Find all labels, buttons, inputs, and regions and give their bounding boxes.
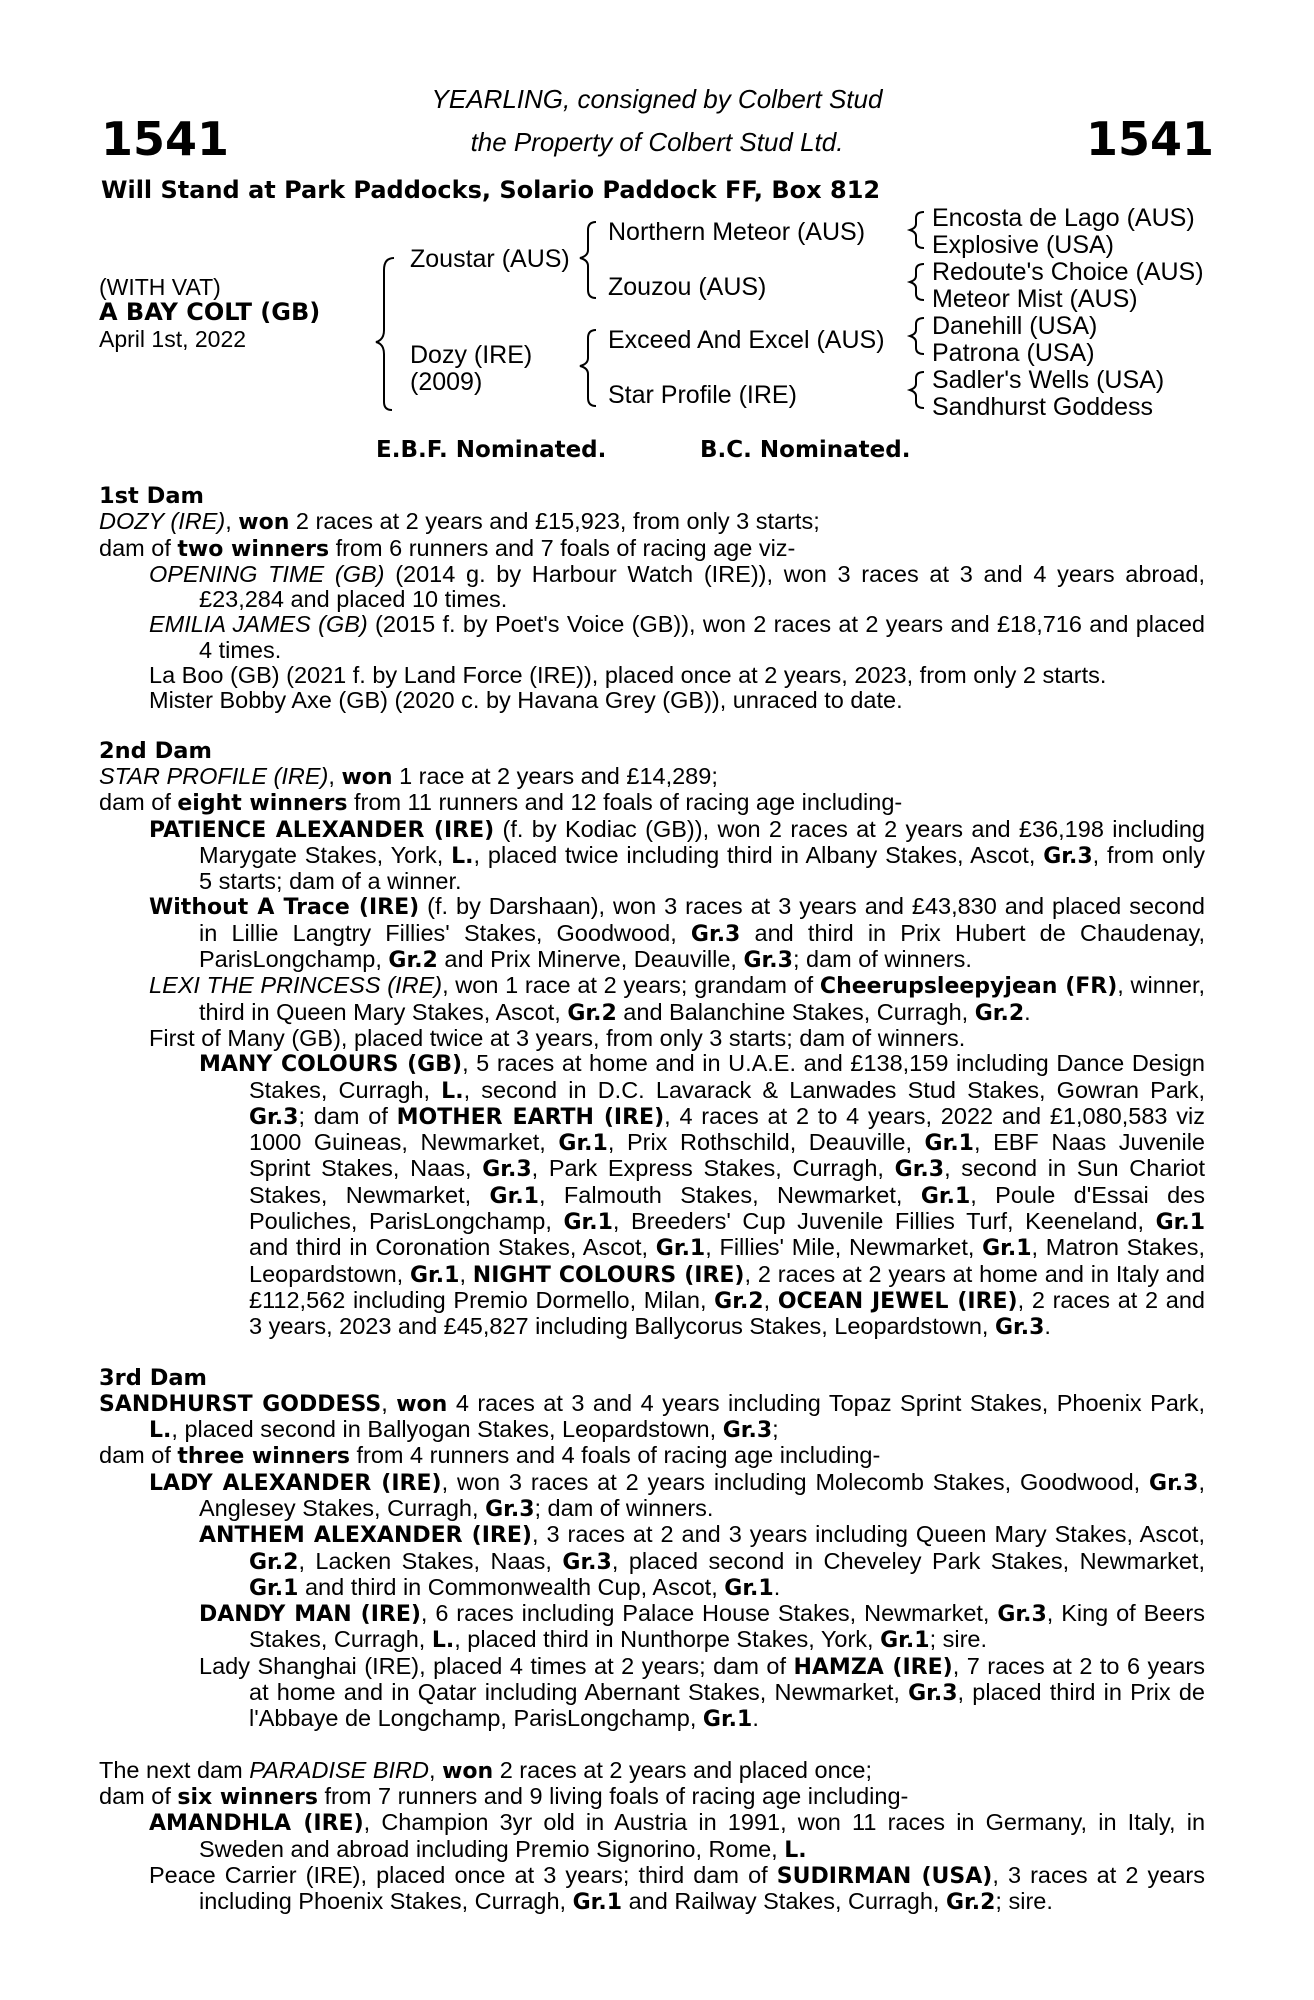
third-dam-line: SANDHURST GODDESS, won 4 races at 3 and 4 years including Topaz Sprint Stakes, Phoenix Park, L., placed second in Ballyogan Stakes, Leopardstown, Gr.3;	[99, 1389, 1205, 1444]
ancestor-1: Encosta de Lago (AUS)	[932, 204, 1195, 232]
offspring-entry: LEXI THE PRINCESS (IRE), won 1 race at 2 years; grandam of Cheerupsleepyjean (FR), winner, third in Queen Mary Stakes, Ascot, Gr.2 and Balanchine Stakes, Curragh, Gr.2.	[149, 972, 1205, 1026]
first-dam-line: DOZY (IRE), won 2 races at 2 years and £15,923, from only 3 starts;	[99, 508, 820, 536]
dam-year: (2009)	[410, 368, 483, 396]
ancestor-4: Meteor Mist (AUS)	[932, 285, 1138, 313]
offspring-entry: EMILIA JAMES (GB) (2015 f. by Poet's Voice (GB)), won 2 races at 2 years and £18,716 and placed 4 times.	[149, 611, 1205, 663]
ebf-nomination: E.B.F. Nominated.	[376, 437, 607, 463]
offspring-entry: Peace Carrier (IRE), placed once at 3 years; third dam of SUDIRMAN (USA), 3 races at 2 years including Phoenix Stakes, Curragh, Gr.1 and Railway Stakes, Curragh, Gr.2; sire.	[149, 1861, 1206, 1916]
vat-note: (WITH VAT)	[99, 274, 221, 300]
next-dam-produce-line: dam of six winners from 7 runners and 9 living foals of racing age including-	[99, 1782, 909, 1810]
offspring-entry: La Boo (GB) (2021 f. by Land Force (IRE)), placed once at 2 years, 2023, from only 2 starts.	[149, 662, 1107, 689]
lot-number-left: 1541	[101, 112, 230, 166]
ancestor-2: Explosive (USA)	[932, 231, 1114, 259]
offspring-entry: PATIENCE ALEXANDER (IRE) (f. by Kodiac (GB)), won 2 races at 2 years and £36,198 including Marygate Stakes, York, L., placed twice including third in Albany Stakes, Ascot, Gr.3, from only 5 starts; dam of a winner.	[149, 815, 1206, 895]
ancestor-6: Patrona (USA)	[932, 339, 1095, 367]
sire: Zoustar (AUS)	[410, 245, 570, 273]
ancestor-7: Sadler's Wells (USA)	[932, 366, 1165, 394]
third-dam-heading: 3rd Dam	[99, 1364, 207, 1391]
lot-description: A BAY COLT (GB)	[99, 298, 321, 326]
sire-sire: Northern Meteor (AUS)	[608, 218, 866, 246]
grand-offspring-entry: ANTHEM ALEXANDER (IRE), 3 races at 2 and 3 years including Queen Mary Stakes, Ascot, Gr.2, Lacken Stakes, Naas, Gr.3, placed second in Cheveley Park Stakes, Newmarket, Gr.1 and third in Commonwealth Cup, Ascot, Gr.1.	[199, 1521, 1205, 1601]
lot-number-right: 1541	[1086, 112, 1215, 166]
second-dam-produce-line: dam of eight winners from 11 runners and 12 foals of racing age including-	[99, 789, 903, 817]
offspring-entry: OPENING TIME (GB) (2014 g. by Harbour Watch (IRE)), won 3 races at 3 and 4 years abroad, £23,284 and placed 10 times.	[149, 560, 1205, 613]
offspring-entry: Mister Bobby Axe (GB) (2020 c. by Havana Grey (GB)), unraced to date.	[149, 687, 903, 714]
ancestor-3: Redoute's Choice (AUS)	[932, 258, 1204, 286]
third-dam-produce-line: dam of three winners from 4 runners and 4 foals of racing age including-	[99, 1442, 881, 1470]
sire-dam: Zouzou (AUS)	[608, 273, 767, 301]
dam: Dozy (IRE)	[410, 341, 533, 369]
second-dam-line: STAR PROFILE (IRE), won 1 race at 2 years and £14,289;	[99, 762, 718, 790]
ancestor-5: Danehill (USA)	[932, 312, 1098, 340]
consignor-line: YEARLING, consigned by Colbert Stud	[431, 84, 883, 114]
grand-offspring-entry: MANY COLOURS (GB), 5 races at home and in U.A.E. and £138,159 including Dance Design Stakes, Curragh, L., second in D.C. Lavarack & Lanwades Stud Stakes, Gowran Park, Gr.3; dam of MOTHER EARTH (IRE), 4 races at 2 to 4 years, 2022 and £1,080,583 viz 1000 Guineas, Newmarket, Gr.1, Prix Rothschild, Deauville, Gr.1, EBF Naas Juvenile Sprint Stakes, Naas, Gr.3, Park Express Stakes, Curragh, Gr.3, second in Sun Chariot Stakes, Newmarket, Gr.1, Falmouth Stakes, Newmarket, Gr.1, Poule d'Essai des Pouliches, ParisLongchamp, Gr.1, Breeders' Cup Juvenile Fillies Turf, Keeneland, Gr.1 and third in Coronation Stakes, Ascot, Gr.1, Fillies' Mile, Newmarket, Gr.1, Matron Stakes, Leopardstown, Gr.1, NIGHT COLOURS (IRE), 2 races at 2 years at home and in Italy and £112,562 including Premio Dormello, Milan, Gr.2, OCEAN JEWEL (IRE), 2 races at 2 and 3 years, 2023 and £45,827 including Ballycorus Stakes, Leopardstown, Gr.3.	[199, 1050, 1206, 1341]
offspring-entry: LADY ALEXANDER (IRE), won 3 races at 2 years including Molecomb Stakes, Goodwood, Gr.3, Anglesey Stakes, Curragh, Gr.3; dam of winners.	[149, 1468, 1205, 1522]
stand-location: Will Stand at Park Paddocks, Solario Paddock FF, Box 812	[101, 176, 881, 204]
dam-dam: Star Profile (IRE)	[608, 381, 797, 409]
offspring-entry: First of Many (GB), placed twice at 3 years, from only 3 starts; dam of winners.	[149, 1024, 966, 1051]
offspring-entry: Without A Trace (IRE) (f. by Darshaan), won 3 races at 3 years and £43,830 and placed second in Lillie Langtry Fillies' Stakes, Goodwood, Gr.3 and third in Prix Hubert de Chaudenay, ParisLongchamp, Gr.2 and Prix Minerve, Deauville, Gr.3; dam of winners.	[149, 893, 1206, 974]
bc-nomination: B.C. Nominated.	[700, 437, 911, 463]
first-dam-heading: 1st Dam	[99, 483, 204, 509]
grand-offspring-entry: Lady Shanghai (IRE), placed 4 times at 2 years; dam of HAMZA (IRE), 7 races at 2 to 6 years at home and in Qatar including Abernant Stakes, Newmarket, Gr.3, placed third in Prix de l'Abbaye de Longchamp, ParisLongchamp, Gr.1.	[199, 1652, 1205, 1733]
catalogue-body	[99, 484, 1205, 1915]
dam-sire: Exceed And Excel (AUS)	[608, 326, 885, 354]
grand-offspring-entry: DANDY MAN (IRE), 6 races including Palace House Stakes, Newmarket, Gr.3, King of Beers Stakes, Curragh, L., placed third in Nunthorpe Stakes, York, Gr.1; sire.	[199, 1600, 1205, 1654]
property-line: the Property of Colbert Stud Ltd.	[470, 127, 844, 157]
offspring-entry: AMANDHLA (IRE), Champion 3yr old in Austria in 1991, won 11 races in Germany, in Italy, in Sweden and abroad including Premio Signorino, Rome, L.	[149, 1809, 1206, 1863]
foaling-date: April 1st, 2022	[99, 326, 247, 352]
ancestor-8: Sandhurst Goddess	[932, 393, 1153, 421]
second-dam-heading: 2nd Dam	[99, 737, 212, 764]
next-dam-line: The next dam PARADISE BIRD, won 2 races at 2 years and placed once;	[99, 1756, 873, 1784]
first-dam-produce-line: dam of two winners from 6 runners and 7 foals of racing age viz-	[99, 534, 796, 562]
